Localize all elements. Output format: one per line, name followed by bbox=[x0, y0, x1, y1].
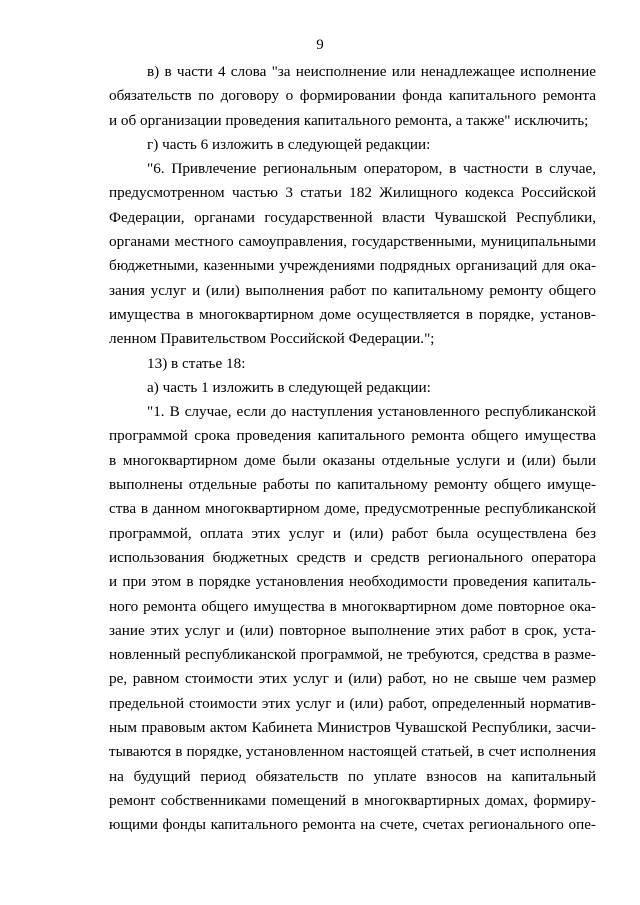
text-line: и об организации проведения капитального ремонта, а также" исключить; bbox=[109, 111, 589, 129]
text-line: в многоквартирном доме были оказаны отдельные услуги и (или) были bbox=[109, 451, 596, 469]
text-line: ленном Правительством Российской Федерации."; bbox=[109, 330, 435, 348]
text-line: ремонт собственниками помещений в многоквартирных домах, формиру- bbox=[109, 791, 596, 809]
text-line: ре, равном стоимости этих услуг и (или) работ, но не свыше чем размер bbox=[109, 670, 596, 688]
text-line: органами местного самоуправления, государственными, муниципальными bbox=[109, 233, 596, 251]
text-line: предельной стоимости этих услуг и (или) работ, определенный норматив- bbox=[109, 694, 596, 712]
text-line: выполнены отдельные работы по капитальному ремонту общего имуще- bbox=[109, 476, 596, 494]
text-line: программой срока проведения капитального ремонта общего имущества bbox=[109, 427, 596, 445]
text-line: использования бюджетных средств и средств регионального оператора bbox=[109, 548, 596, 566]
text-line: "1. В случае, если до наступления установленного республиканской bbox=[147, 403, 596, 421]
text-line: имущества в многоквартирном доме осуществляется в порядке, установ- bbox=[109, 305, 596, 323]
page-number: 9 bbox=[316, 37, 324, 53]
text-line: программой, оплата этих услуг и (или) работ была осуществлена без bbox=[109, 524, 596, 542]
text-line: "6. Привлечение региональным оператором, в частности в случае, bbox=[147, 160, 596, 178]
text-line: в) в части 4 слова "за неисполнение или ненадлежащее исполнение bbox=[147, 63, 596, 80]
text-line: Федерации, органами государственной власти Чувашской Республики, bbox=[109, 208, 596, 226]
text-line: на будущий период обязательств по уплате взносов на капитальный bbox=[109, 767, 596, 785]
text-line: зания услуг и (или) выполнения работ по капитальному ремонту общего bbox=[109, 281, 596, 299]
text-line: новленный республиканской программой, не требуются, средства в разме- bbox=[109, 646, 596, 664]
text-line: а) часть 1 изложить в следующей редакции: bbox=[147, 378, 431, 396]
text-line: предусмотренном частью 3 статьи 182 Жилищного кодекса Российской bbox=[109, 184, 596, 202]
text-line: зание этих услуг и (или) повторное выполнение этих работ в срок, уста- bbox=[109, 621, 596, 639]
document-body bbox=[109, 60, 596, 838]
text-line: тываются в порядке, установленном настоящей статьей, в счет исполнения bbox=[109, 743, 596, 761]
text-line: 13) в статье 18: bbox=[147, 354, 246, 372]
text-line: обязательств по договору о формировании фонда капитального ремонта bbox=[109, 87, 596, 105]
text-line: ного ремонта общего имущества в многоквартирном доме повторное ока- bbox=[109, 597, 596, 615]
text-line: ющими фонды капитального ремонта на счете, счетах регионального опе- bbox=[109, 816, 596, 834]
text-line: и при этом в порядке установления необходимости проведения капиталь- bbox=[109, 573, 596, 591]
text-line: ным правовым актом Кабинета Министров Чувашской Республики, засчи- bbox=[109, 719, 596, 737]
text-line: ства в данном многоквартирном доме, предусмотренные республиканской bbox=[109, 500, 596, 518]
text-line: бюджетными, казенными учреждениями подрядных организаций для ока- bbox=[109, 257, 596, 275]
text-line: г) часть 6 изложить в следующей редакции: bbox=[147, 135, 431, 153]
